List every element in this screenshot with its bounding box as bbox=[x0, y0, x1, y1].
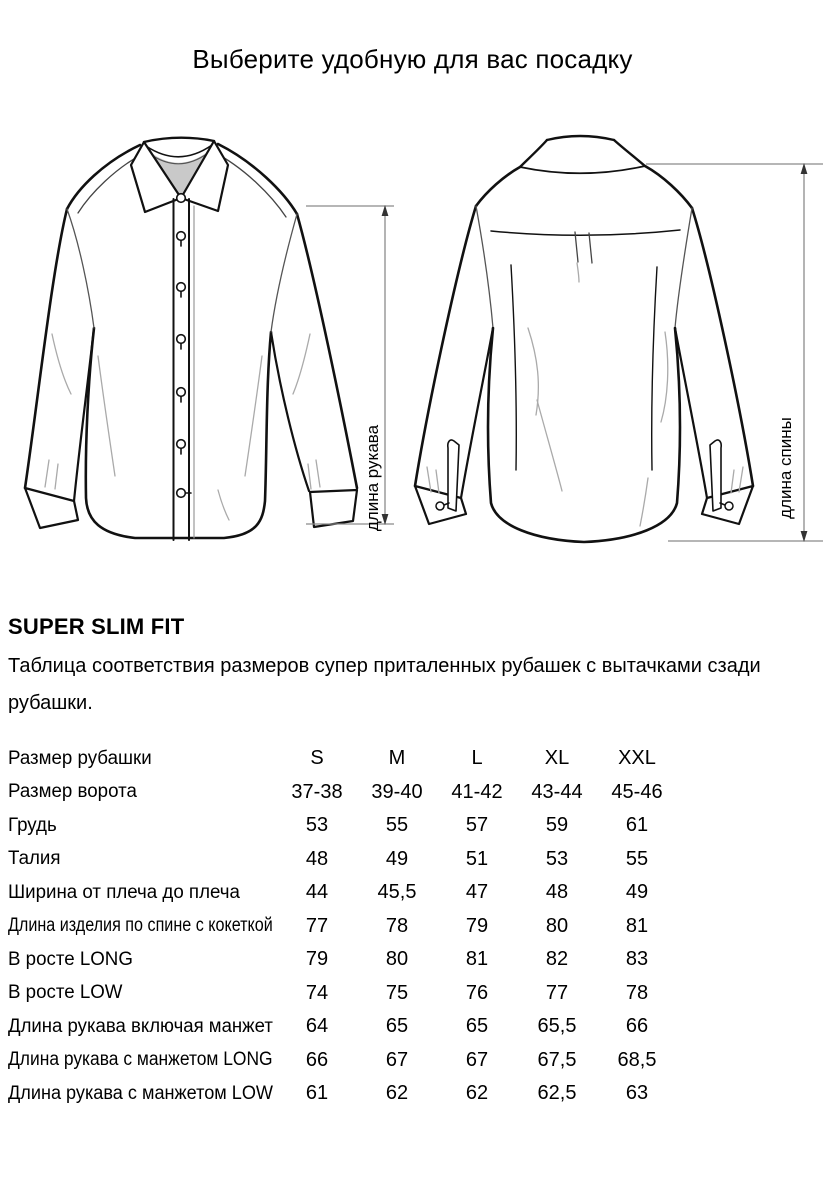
row-value: 49 bbox=[385, 847, 409, 870]
row-value: 77 bbox=[305, 914, 329, 937]
row-value: 82 bbox=[545, 948, 569, 971]
shirt-diagram bbox=[0, 110, 825, 580]
row-value: 48 bbox=[545, 881, 569, 904]
table-row bbox=[8, 843, 688, 877]
row-label: Длина рукава с манжетом LOW bbox=[8, 1082, 274, 1104]
table-row bbox=[8, 776, 688, 810]
row-label: Длина рукава включая манжет bbox=[8, 1015, 273, 1037]
row-value: 67 bbox=[465, 1048, 489, 1071]
row-value: 47 bbox=[465, 881, 489, 904]
row-label: Ширина от плеча до плеча bbox=[8, 881, 240, 903]
size-table bbox=[8, 742, 688, 1111]
row-label: В росте LOW bbox=[8, 982, 123, 1004]
row-value: 45-46 bbox=[611, 780, 663, 803]
row-value: S bbox=[310, 747, 324, 770]
table-row bbox=[8, 809, 688, 843]
table-row bbox=[8, 1010, 688, 1044]
table-description: Таблица соответствия размеров супер приталенных рубашек с вытачками сзади рубашки. bbox=[8, 655, 761, 714]
row-label: Размер ворота bbox=[8, 781, 137, 803]
row-value: 80 bbox=[385, 948, 409, 971]
shirt-back-drawing bbox=[415, 136, 753, 542]
row-value: 64 bbox=[305, 1015, 329, 1038]
row-value: 81 bbox=[625, 914, 649, 937]
row-value: 49 bbox=[625, 881, 649, 904]
row-value: 67 bbox=[385, 1048, 409, 1071]
row-value: 67,5 bbox=[537, 1048, 577, 1071]
row-label: Длина изделия по спине с кокеткой bbox=[8, 915, 273, 937]
row-label: Грудь bbox=[8, 814, 57, 836]
row-label: Длина рукава с манжетом LONG bbox=[8, 1049, 273, 1071]
row-value: L bbox=[471, 747, 483, 770]
shirt-drawings bbox=[0, 110, 825, 580]
row-label: Размер рубашки bbox=[8, 747, 152, 769]
row-value: 62,5 bbox=[537, 1082, 577, 1105]
row-value: 66 bbox=[305, 1048, 329, 1071]
row-value: 79 bbox=[465, 914, 489, 937]
table-row bbox=[8, 1077, 688, 1111]
table-row bbox=[8, 876, 688, 910]
row-value: 44 bbox=[305, 881, 329, 904]
sleeve-length-label: длина рукава bbox=[363, 424, 382, 532]
row-value: 68,5 bbox=[617, 1048, 657, 1071]
row-value: 80 bbox=[545, 914, 569, 937]
row-value: 83 bbox=[625, 948, 649, 971]
row-value: 78 bbox=[625, 981, 649, 1004]
row-value: 61 bbox=[625, 814, 649, 837]
row-value: XXL bbox=[618, 747, 656, 770]
row-value: 77 bbox=[545, 981, 569, 1004]
row-value: 37-38 bbox=[291, 780, 343, 803]
row-value: 53 bbox=[545, 847, 569, 870]
shirt-front-drawing bbox=[25, 138, 357, 540]
row-value: 81 bbox=[465, 948, 489, 971]
row-value: 39-40 bbox=[371, 780, 423, 803]
row-value: 62 bbox=[385, 1082, 409, 1105]
row-value: 74 bbox=[305, 981, 329, 1004]
table-row bbox=[8, 977, 688, 1011]
row-value: 41-42 bbox=[451, 780, 503, 803]
table-row bbox=[8, 742, 688, 776]
row-value: XL bbox=[544, 747, 570, 770]
row-value: 75 bbox=[385, 981, 409, 1004]
row-value: 78 bbox=[385, 914, 409, 937]
page-title: Выберите удобную для вас посадку bbox=[192, 44, 633, 74]
row-value: 66 bbox=[625, 1015, 649, 1038]
fit-heading: SUPER SLIM FIT bbox=[8, 614, 185, 639]
row-value: 43-44 bbox=[531, 780, 583, 803]
row-label: В росте LONG bbox=[8, 948, 133, 970]
row-value: 63 bbox=[625, 1082, 649, 1105]
row-value: 76 bbox=[465, 981, 489, 1004]
row-value: 55 bbox=[625, 847, 649, 870]
row-value: 65,5 bbox=[537, 1015, 577, 1038]
table-row bbox=[8, 943, 688, 977]
back-length-label: длина спины bbox=[776, 417, 795, 519]
row-value: 48 bbox=[305, 847, 329, 870]
row-value: 51 bbox=[465, 847, 489, 870]
row-value: 62 bbox=[465, 1082, 489, 1105]
table-row bbox=[8, 1044, 688, 1078]
row-value: 55 bbox=[385, 814, 409, 837]
table-row bbox=[8, 910, 688, 944]
row-value: 45,5 bbox=[377, 881, 417, 904]
row-value: 59 bbox=[545, 814, 569, 837]
row-value: 65 bbox=[385, 1015, 409, 1038]
row-value: 79 bbox=[305, 948, 329, 971]
row-value: 61 bbox=[305, 1082, 329, 1105]
row-value: 57 bbox=[465, 814, 489, 837]
row-value: 65 bbox=[465, 1015, 489, 1038]
row-value: 53 bbox=[305, 814, 329, 837]
row-label: Талия bbox=[8, 848, 61, 870]
row-value: M bbox=[388, 747, 406, 770]
